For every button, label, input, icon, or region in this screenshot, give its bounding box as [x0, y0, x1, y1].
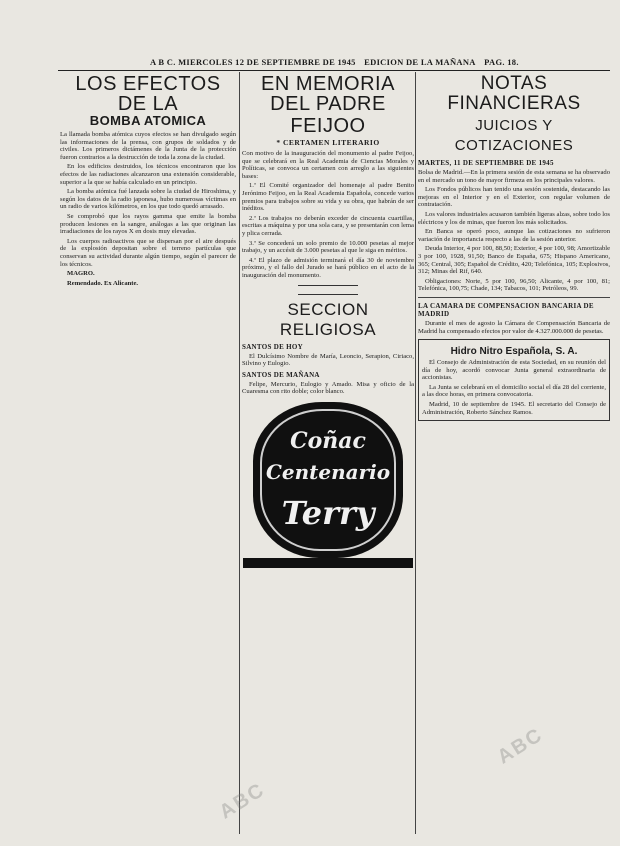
- column-finance: [418, 72, 610, 838]
- article-paragraph: Se comprobó que los rayos gamma que emite la bomba producen lesiones en la sangre, análogas a las que originan las irradiaciones de los rayos X en dosis muy elevadas.: [60, 212, 236, 236]
- company-notice-paragraph: Madrid, 10 de septiembre de 1945. El secretario del Consejo de Administración, Roberto Sánchez Ramos.: [422, 401, 606, 416]
- article-title-line1: EN MEMORIA DEL PADRE: [261, 73, 395, 115]
- company-notice-paragraph: La Junta se celebrará en el domicilio social el día 28 del corriente, a las doce horas, en primera convocatoria.: [422, 383, 606, 399]
- article-paragraph: En Banca se operó poco, aunque las cotizaciones no sufrieron variación de importancia respecto a las de la sesión anterior.: [418, 228, 610, 243]
- header-date: A B C. MIERCOLES 12 DE SEPTIEMBRE DE 1945: [150, 57, 356, 67]
- company-notice-title: Hidro Nitro Española, S. A.: [450, 346, 578, 358]
- clearing-house-text: Durante el mes de agosto la Cámara de Compensación Bancaria de Madrid ha compensado efectos por valor de 4.327.000.000 de pesetas.: [418, 319, 610, 335]
- article-paragraph: 3.ª Se concederá un solo premio de 10.000 pesetas al mejor trabajo, y un accésit de 3.000 pesetas al que le siga en méritos.: [242, 239, 414, 255]
- saints-tomorrow-text: Felipe, Mercurio, Eulogio y Amado. Misa y oficio de la Cuaresma con rito doble; color blanco.: [242, 380, 414, 396]
- ad-word-conac: Coñac: [290, 427, 366, 454]
- archive-watermark: ABC: [493, 723, 548, 769]
- ornament-divider: [298, 285, 358, 295]
- ad-base: [243, 558, 413, 568]
- article-title-line1: NOTAS FINANCIERAS: [447, 73, 581, 114]
- ad-word-terry: Terry: [281, 493, 375, 532]
- article-paragraph: Los Fondos públicos han tenido una sesión sostenida, destacando las mejoras en el Interior y en el Exterior, con regular volumen de contratación.: [418, 186, 610, 209]
- quotations-list: Deuda Interior, 4 por 100, 88,50; Exterior, 4 por 100, 98; Amortizable 3 por 100, 1928, 91,50; Banco de España, 675; Hispano Americano, 365; Central, 305; Español de Crédito, 420; Telefónica, 105; Explosivos, 312; Minas del Rif, 640.: [418, 245, 610, 276]
- section-rule: [418, 297, 610, 298]
- article-title-line2: FEIJOO: [290, 115, 366, 137]
- article-title-line1: LOS EFECTOS DE LA: [75, 73, 221, 115]
- article-paragraph: La bomba atómica fué lanzada sobre la ciudad de Hiroshima, y según los datos de la radio japonesa, hubo numerosas víctimas en un radio de varios kilómetros, en los que todo quedó arrasado.: [60, 188, 236, 211]
- article-paragraph: 1.ª El Comité organizador del homenaje al padre Benito Jerónimo Feijoo, en la Real Academia Española, concede varios premios para trabajos sobre su vida y su obra, que habrán de ser inéditos.: [242, 182, 414, 213]
- article-paragraph: Los cuerpos radioactivos que se dispersan por el aire después de la explosión depositan sobre el terreno partículas que conservan su actividad durante algún tiempo, según el parecer de los técnicos.: [60, 237, 236, 268]
- article-paragraph: 2.ª Los trabajos no deberán exceder de cincuenta cuartillas, escritas a máquina y por una sola cara, y se presentarán con lema y plica cerrada.: [242, 214, 414, 237]
- quotations-list: Obligaciones: Norte, 5 por 100, 96,50; Alicante, 4 por 100, 81; Telefónica, 100,75; Chade, 134; Tabacos, 101; Petróleos, 99.: [418, 277, 610, 293]
- company-notice-paragraph: El Consejo de Administración de esta Sociedad, en su reunión del día de hoy, acordó convocar Junta general extraordinaria de accionistas.: [422, 359, 606, 382]
- article-title-line2: BOMBA ATOMICA: [89, 113, 207, 128]
- finance-dateline: MARTES, 11 DE SEPTIEMBRE DE 1945: [418, 159, 554, 167]
- article-paragraph: En los edificios destruidos, los técnicos encontraron que los efectos de las radiaciones alcanzaron una extensión considerable, superior a la que se había calculado en un principio.: [60, 163, 236, 186]
- archive-watermark: ABC: [215, 778, 270, 824]
- column-feijoo: [242, 72, 414, 838]
- ad-word-centenario: Centenario: [265, 459, 391, 484]
- article-paragraph: Los valores industriales acusaron también ligeras alzas, sobre todo los eléctricos y los de minas, que fueron los más solicitados.: [418, 210, 610, 226]
- column-divider: [415, 72, 416, 834]
- company-notice-box: [418, 339, 610, 421]
- section-title-religion: SECCION RELIGIOSA: [279, 299, 377, 339]
- article-paragraph: La llamada bomba atómica cuyos efectos se han divulgado según las informaciones de la prensa, con grupos de soldados y de civiles. Los primeros dictámenes de la Junta de la protección fueron contrarios a la destrucción de toda la zona de la ciudad.: [60, 131, 236, 161]
- article-title-line2: JUICIOS Y COTIZACIONES: [454, 117, 574, 154]
- column-divider: [239, 72, 240, 834]
- header-rule: [58, 70, 610, 71]
- cognac-advertisement: [253, 402, 403, 558]
- article-paragraph: 4.ª El plazo de admisión terminará el día 30 de noviembre próximo, y el fallo del Jurado se hará público en el acto de la inauguración del monumento.: [242, 256, 414, 279]
- header-page-number: PAG. 18.: [484, 57, 519, 67]
- article-signature: MAGRO.: [67, 270, 95, 278]
- saints-today-heading: SANTOS DE HOY: [242, 342, 303, 351]
- saints-tomorrow-heading: SANTOS DE MAÑANA: [242, 370, 320, 379]
- article-paragraph: Con motivo de la inauguración del monumento al padre Feijoo, que se celebrará en la Real Academia de Ciencias Morales y Políticas, se convoca un certamen con arreglo a las siguientes bases:: [242, 150, 414, 180]
- page-header: [150, 57, 530, 69]
- clearing-house-heading: LA CAMARA DE COMPENSACION BANCARIA DE MADRID: [418, 301, 594, 318]
- article-subtitle: * CERTAMEN LITERARIO: [276, 138, 380, 147]
- article-signature: Remendado. Ex Alicante.: [67, 279, 139, 287]
- column-atomic-bomb: [60, 72, 236, 838]
- header-edition: EDICION DE LA MAÑANA: [364, 57, 476, 67]
- saints-today-text: El Dulcísimo Nombre de María, Leoncio, Serapion, Ciriaco, Silvino y Eulogio.: [242, 352, 414, 368]
- article-paragraph: Bolsa de Madrid.—En la primera sesión de esta semana se ha observado en el mercado un tono de mayor firmeza en los principales valores.: [418, 169, 610, 184]
